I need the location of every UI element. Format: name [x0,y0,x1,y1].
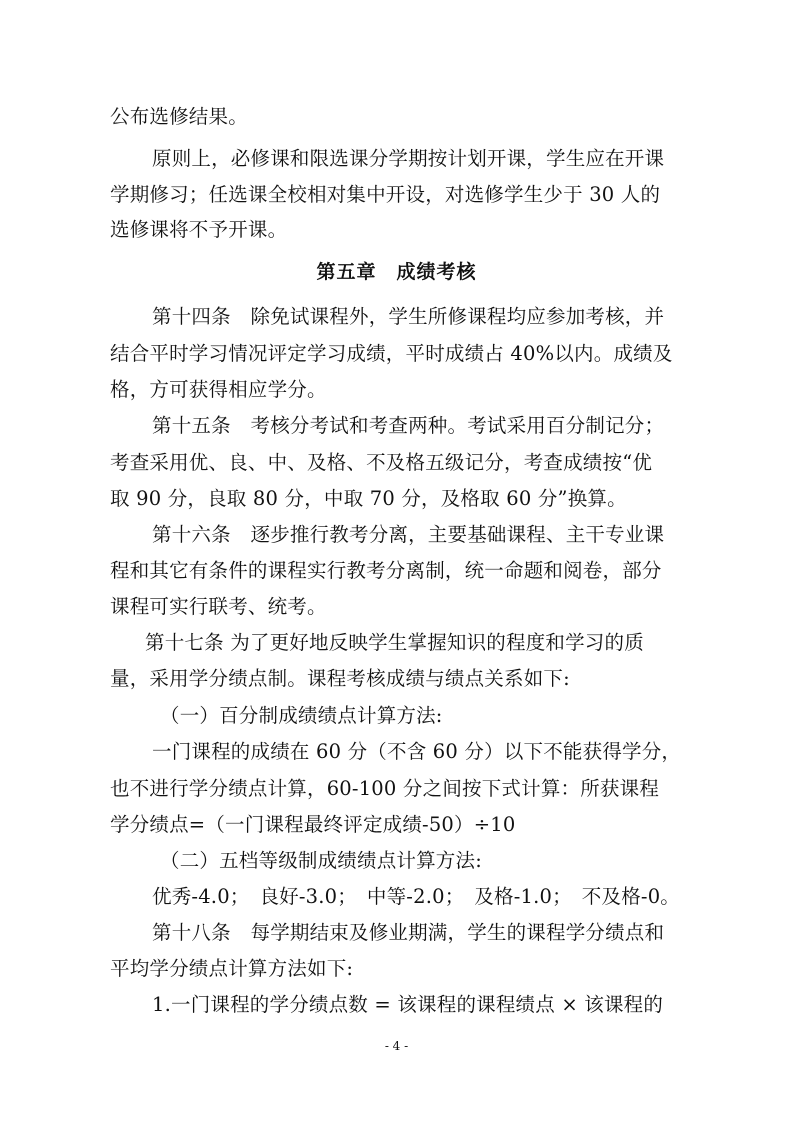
chapter-heading: 第五章 成绩考核 [316,261,477,283]
text-line: 第十八条 每学期结束及修业期满，学生的课程学分绩点和 [152,921,665,944]
text-line: 格，方可获得相应学分。 [110,378,327,401]
text-line: 取 90 分，良取 80 分，中取 70 分，及格取 60 分”换算。 [110,487,627,510]
text-line: 选修课将不予开课。 [110,218,288,241]
text-line: 结合平时学习情况评定学习成绩，平时成绩占 40%以内。成绩及 [110,342,673,365]
page-number: - 4 - [384,1039,409,1053]
text-line: 课程可实行联考、统考。 [110,595,327,618]
text-line: 第十七条 为了更好地反映学生掌握知识的程度和学习的质 [145,631,644,654]
text-line: 1.一门课程的学分绩点数 = 该课程的课程绩点 × 该课程的 [152,993,664,1016]
text-line: 量，采用学分绩点制。课程考核成绩与绩点关系如下: [110,667,570,690]
text-line: 考查采用优、良、中、及格、不及格五级记分，考查成绩按“优 [110,451,653,474]
text-line: 程和其它有条件的课程实行教考分离制，统一命题和阅卷，部分 [110,559,662,582]
text-line: 第十五条 考核分考试和考查两种。考试采用百分制记分； [152,414,665,437]
text-line: 第十六条 逐步推行教考分离，主要基础课程、主干专业课 [152,523,665,546]
text-line: 学分绩点=（一门课程最终评定成绩-50）÷10 [110,813,516,836]
text-line: 原则上，必修课和限选课分学期按计划开课，学生应在开课 [152,147,665,170]
text-line: 第十四条 除免试课程外，学生所修课程均应参加考核，并 [152,305,665,328]
text-line: 也不进行学分绩点计算，60-100 分之间按下式计算：所获课程 [110,777,660,800]
text-line: 优秀-4.0； 良好-3.0； 中等-2.0； 及格-1.0； 不及格-0。 [152,885,680,908]
text-line: 学期修习；任选课全校相对集中开设，对选修学生少于 30 人的 [110,183,661,206]
text-line: 一门课程的成绩在 60 分（不含 60 分）以下不能获得学分， [152,740,682,763]
text-line: 公布选修结果。 [110,105,248,128]
text-line: 平均学分绩点计算方法如下: [110,957,354,980]
text-line: （二）五档等级制成绩绩点计算方法: [160,849,482,872]
text-line: （一）百分制成绩绩点计算方法: [160,704,443,727]
